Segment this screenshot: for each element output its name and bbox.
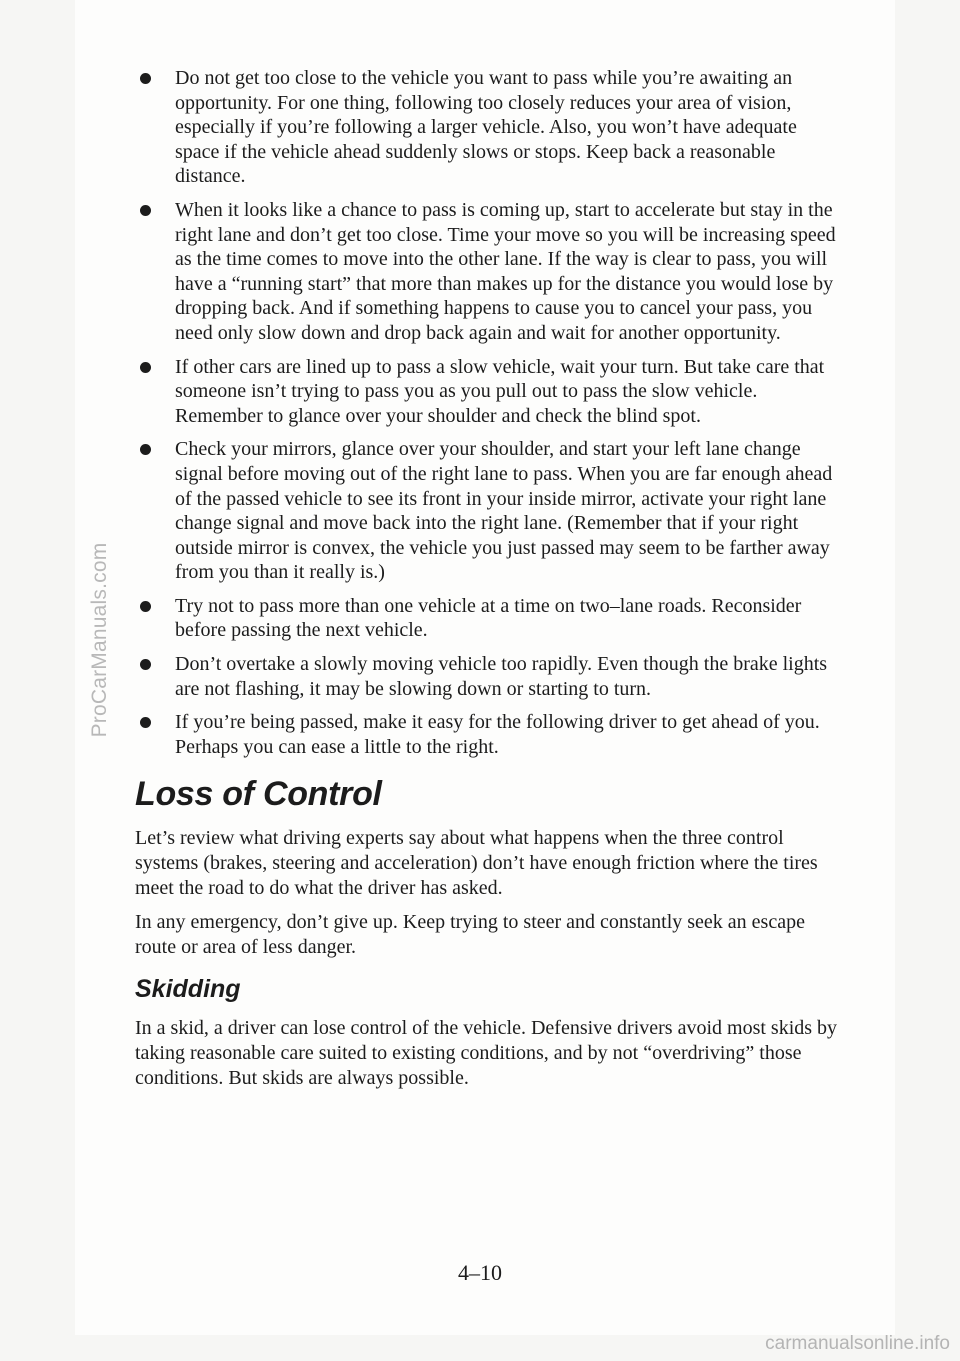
list-item [135,66,845,189]
list-item [135,437,845,585]
bullet-icon [140,205,151,216]
list-item [135,594,845,643]
bullet-icon [140,601,151,612]
bottom-watermark: carmanualsonline.info [765,1333,950,1354]
bullet-icon [140,362,151,373]
bullet-icon [140,444,151,455]
passing-tips-list [135,66,845,759]
page-content [135,66,845,1100]
list-item-text: If you’re being passed, make it easy for the following driver to get ahead of you. Perhaps you can ease a little to the right. [175,711,820,758]
list-item-text: Don’t overtake a slowly moving vehicle too rapidly. Even though the brake lights are not flashing, it may be slowing down or starting to turn. [175,653,828,700]
bullet-icon [140,717,151,728]
list-item-text: When it looks like a chance to pass is coming up, start to accelerate but stay in the right lane and don’t get too close. Time your move so you will be increasing speed as the time comes to move into the other lane. If the way is clear to pass, you will have a “running start” that more than makes up for the distance you would lose by dropping back. And if something happens to cause you to cancel your pass, you need only slow down and drop back again and wait for another opportunity. [175,198,836,344]
loss-of-control-paragraph: Let’s review what driving experts say about what happens when the three control systems (brakes, steering and acceleration) don’t have enough friction where the tires meet the road to do what the driver has asked. [135,827,818,899]
bullet-icon [140,659,151,670]
skidding-heading: Skidding [135,975,241,1004]
loss-of-control-paragraph: In any emergency, don’t give up. Keep trying to steer and constantly seek an escape route or area of less danger. [135,911,805,958]
loss-of-control-heading: Loss of Control [135,775,382,814]
list-item [135,355,845,429]
list-item [135,652,845,701]
list-item [135,198,845,346]
list-item-text: Check your mirrors, glance over your shoulder, and start your left lane change signal before moving out of the right lane to pass. When you are far enough ahead of the passed vehicle to see its front in your inside mirror, activate your right lane change signal and move back into the right lane. (Remember that if your right outside mirror is convex, the vehicle you just passed may seem to be farther away from you than it really is.) [175,438,833,584]
list-item [135,710,845,759]
list-item-text: Do not get too close to the vehicle you want to pass while you’re awaiting an opportunity. For one thing, following too closely reduces your area of vision, especially if you’re following a larger vehicle. Also, you won’t have adequate space if the vehicle ahead suddenly slows or stops. Keep back a reasonable distance. [175,67,797,188]
side-watermark: ProCarManuals.com [88,542,111,738]
bullet-icon [140,73,151,84]
page-number: 4–10 [458,1260,502,1285]
list-item-text: If other cars are lined up to pass a slow vehicle, wait your turn. But take care that someone isn’t trying to pass you as you pull out to pass the slow vehicle. Remember to glance over your shoulder and check the blind spot. [175,355,825,427]
list-item-text: Try not to pass more than one vehicle at a time on two–lane roads. Reconsider before passing the next vehicle. [175,594,802,642]
skidding-paragraph: In a skid, a driver can lose control of the vehicle. Defensive drivers avoid most skids by taking reasonable care suited to existing conditions, and by not “overdriving” those conditions. But skids are always possible. [135,1017,838,1089]
